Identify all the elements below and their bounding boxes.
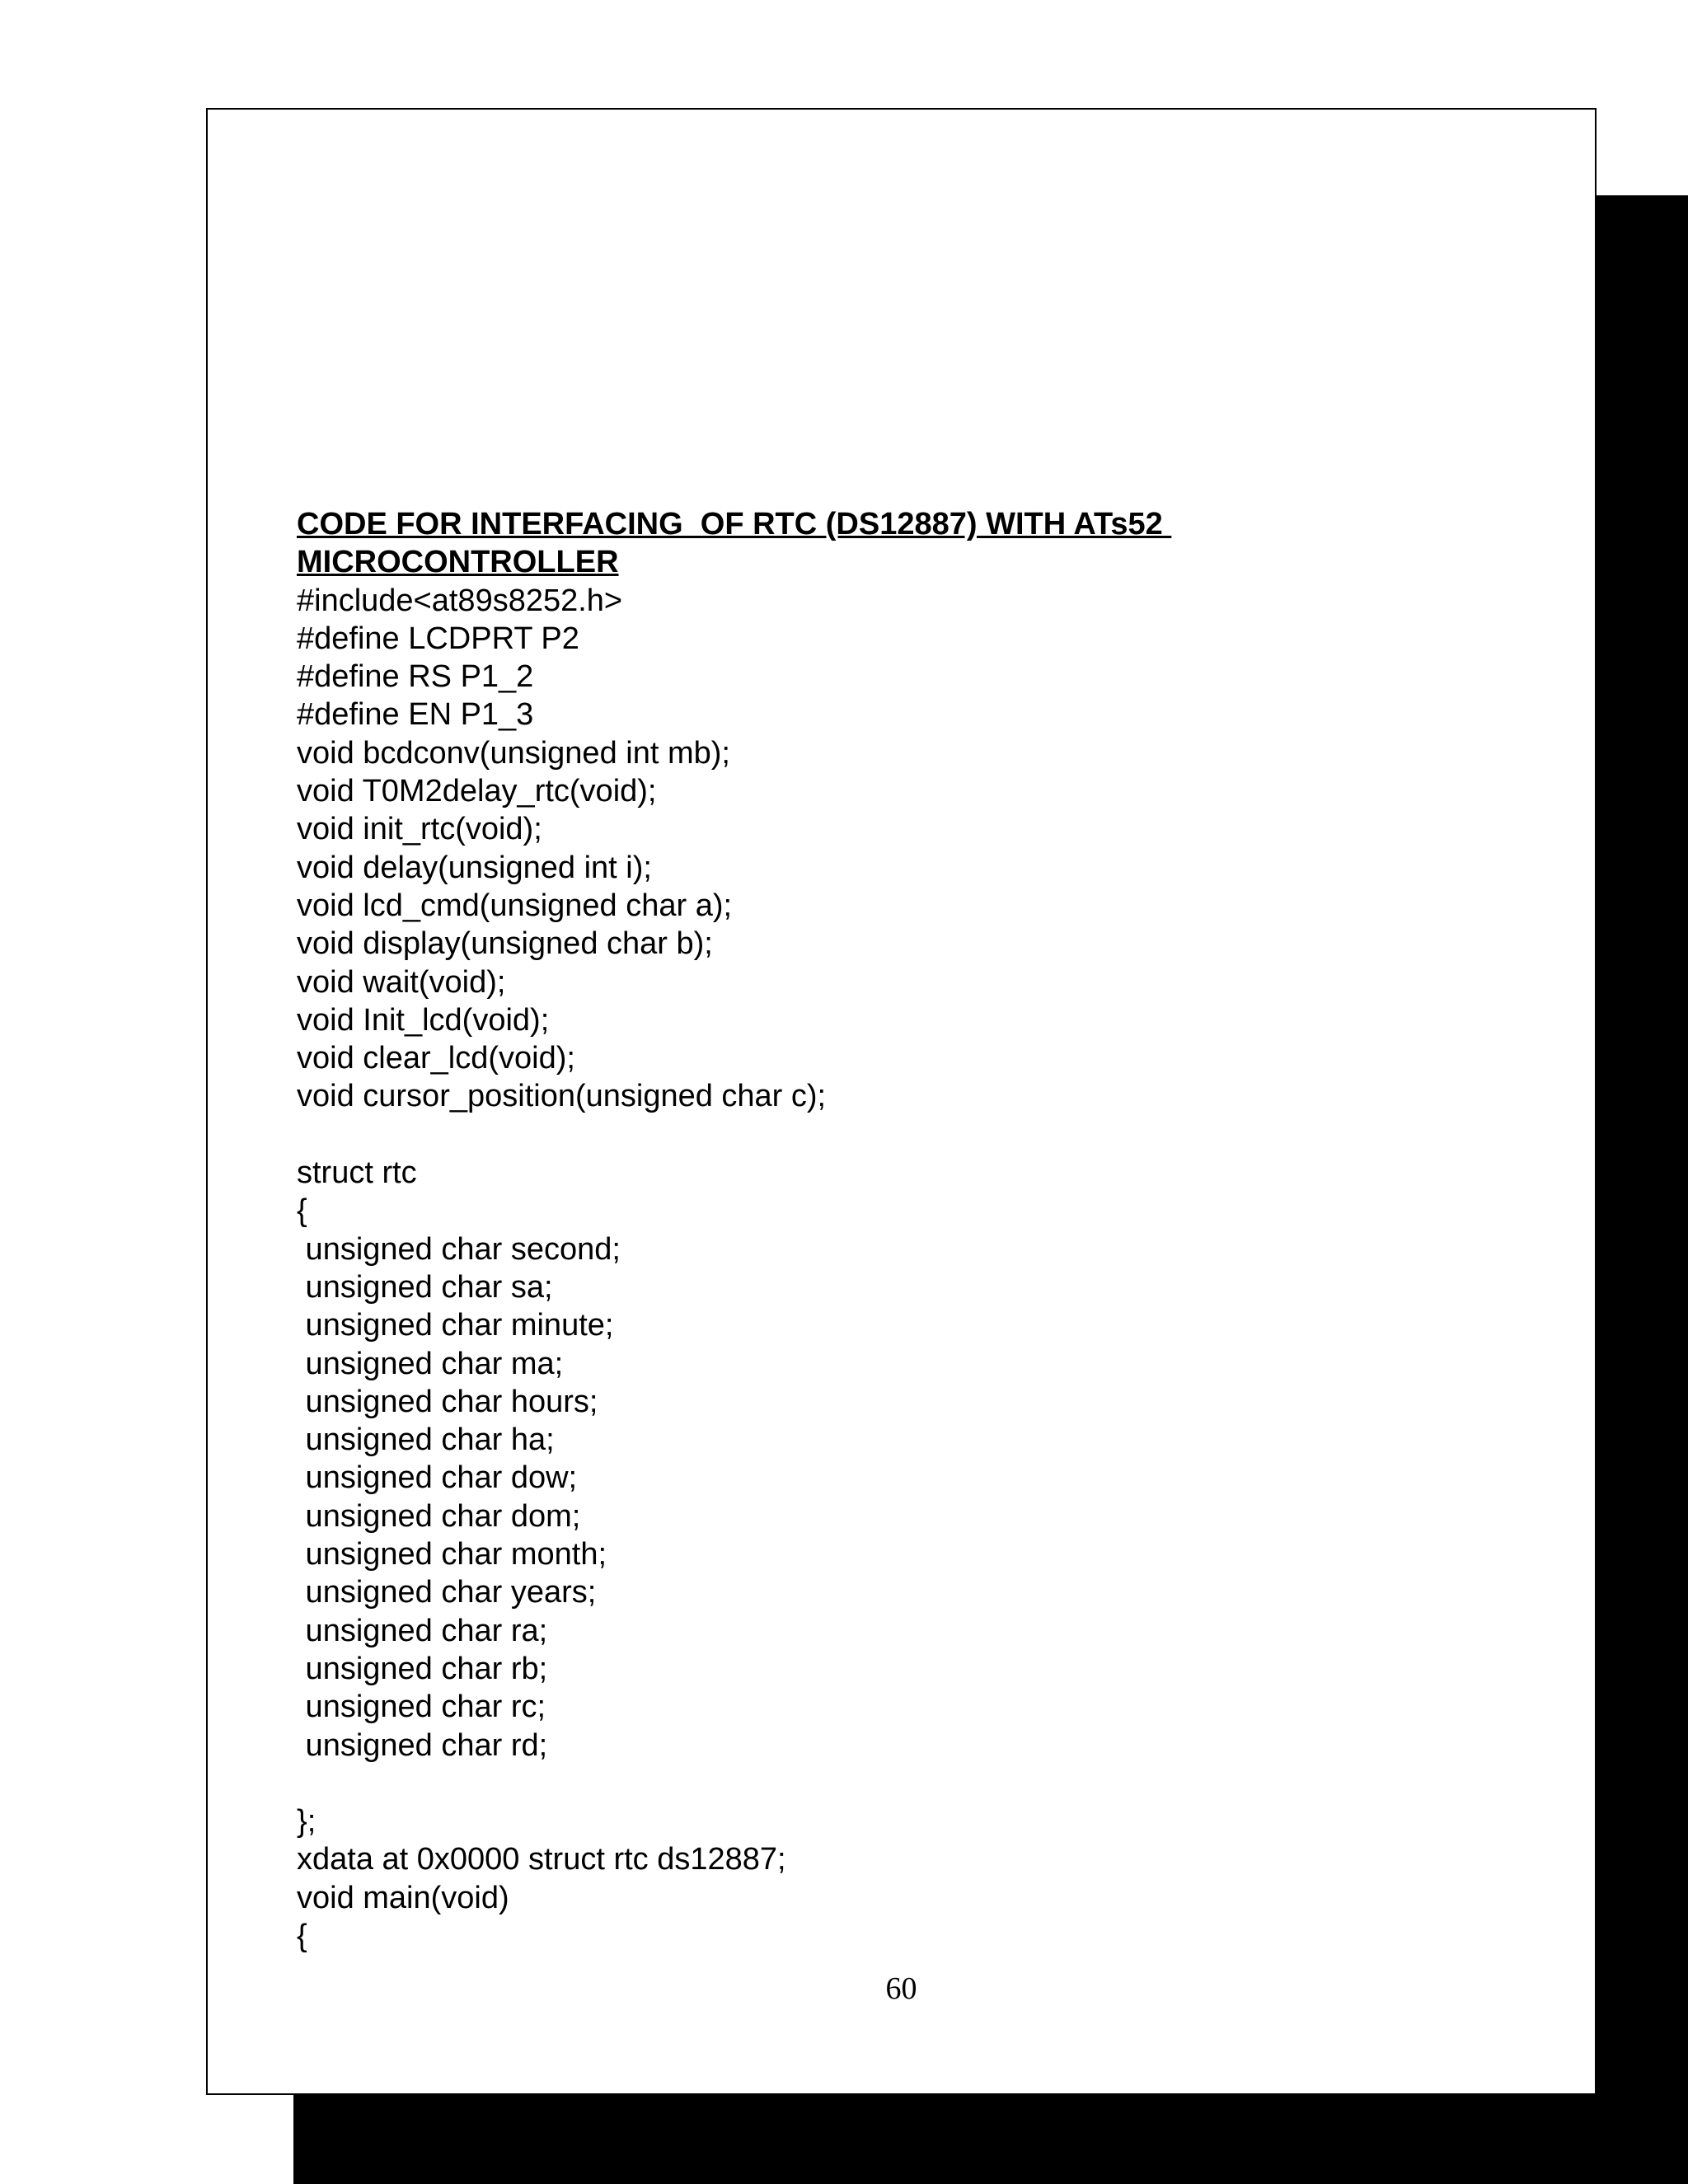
code-listing bbox=[297, 582, 1533, 1956]
code-line: #define EN P1_3 bbox=[297, 697, 534, 733]
code-line bbox=[297, 1765, 1533, 1802]
section-title-line: MICROCONTROLLER bbox=[297, 545, 619, 580]
code-line: #define RS P1_2 bbox=[297, 659, 534, 695]
code-line: void wait(void); bbox=[297, 964, 506, 1000]
code-line: void init_rtc(void); bbox=[297, 812, 542, 847]
code-line: unsigned char ra; bbox=[297, 1613, 548, 1648]
code-line: void clear_lcd(void); bbox=[297, 1041, 575, 1076]
code-line: unsigned char minute; bbox=[297, 1308, 614, 1343]
code-line: void display(unsigned char b); bbox=[297, 926, 713, 962]
code-line: unsigned char rd; bbox=[297, 1727, 548, 1763]
code-line: unsigned char dom; bbox=[297, 1498, 581, 1534]
code-line: unsigned char ma; bbox=[297, 1346, 564, 1381]
code-line bbox=[297, 1116, 1533, 1154]
code-line: { bbox=[297, 1193, 307, 1229]
code-line: void cursor_position(unsigned char c); bbox=[297, 1079, 827, 1114]
code-line: unsigned char years; bbox=[297, 1575, 597, 1610]
code-line: void Init_lcd(void); bbox=[297, 1002, 550, 1038]
code-line: unsigned char hours; bbox=[297, 1384, 598, 1419]
code-line: struct rtc bbox=[297, 1155, 417, 1191]
code-line: #define LCDPRT P2 bbox=[297, 621, 579, 656]
document-page bbox=[206, 108, 1597, 2095]
code-line: void main(void) bbox=[297, 1880, 509, 1915]
code-line: xdata at 0x0000 struct rtc ds12887; bbox=[297, 1842, 786, 1877]
code-line: void delay(unsigned int i); bbox=[297, 850, 652, 885]
code-line: void T0M2delay_rtc(void); bbox=[297, 774, 657, 809]
code-line: { bbox=[297, 1918, 307, 1953]
page-number: 60 bbox=[885, 1971, 917, 2006]
code-line: void lcd_cmd(unsigned char a); bbox=[297, 888, 733, 923]
code-line: unsigned char rb; bbox=[297, 1651, 548, 1686]
code-line: unsigned char rc; bbox=[297, 1690, 546, 1725]
code-line: unsigned char month; bbox=[297, 1537, 607, 1572]
code-line: void bcdconv(unsigned int mb); bbox=[297, 735, 730, 771]
page-content bbox=[297, 505, 1533, 1955]
code-line: unsigned char dow; bbox=[297, 1460, 578, 1496]
code-line: unsigned char second; bbox=[297, 1231, 621, 1267]
code-line: #include<at89s8252.h> bbox=[297, 583, 623, 618]
section-title-line: CODE FOR INTERFACING OF RTC (DS12887) WITH ATs52 bbox=[297, 507, 1172, 541]
code-line: }; bbox=[297, 1804, 316, 1840]
code-line: unsigned char ha; bbox=[297, 1422, 555, 1458]
code-line: unsigned char sa; bbox=[297, 1269, 553, 1305]
